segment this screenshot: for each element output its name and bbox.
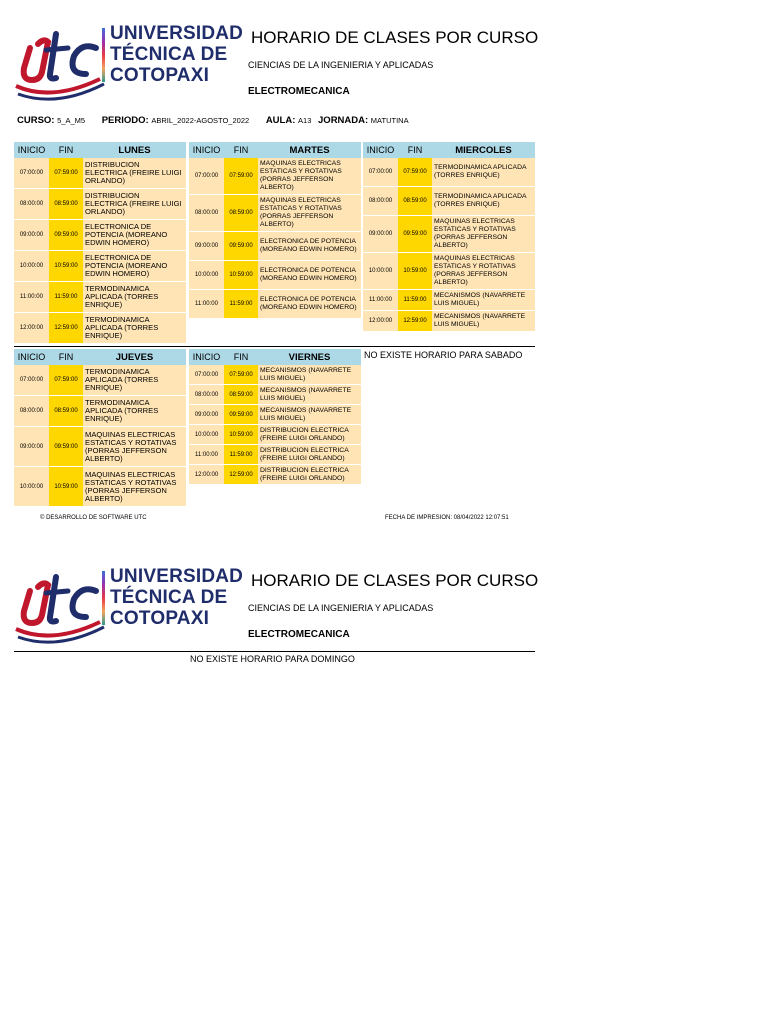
- cell-inicio: 11:00:00: [14, 282, 49, 312]
- table-header-jueves: [14, 349, 186, 365]
- schedule-row: [363, 187, 535, 216]
- jornada-label: JORNADA:: [318, 115, 369, 126]
- cell-subject: TERMODINAMICA APLICADA (TORRES ENRIQUE): [432, 158, 535, 186]
- cell-inicio: 07:00:00: [14, 365, 49, 395]
- cell-fin: 07:59:00: [224, 365, 258, 384]
- logo-line-1: UNIVERSIDAD: [110, 23, 244, 44]
- cell-fin: 08:59:00: [224, 195, 258, 231]
- cell-subject: MAQUINAS ELECTRICAS ESTATICAS Y ROTATIVAS (PORRAS JEFFERSON ALBERTO): [258, 195, 361, 231]
- cell-fin: 09:59:00: [224, 405, 258, 424]
- header-fin: FIN: [233, 352, 249, 362]
- utc-monogram-icon: [12, 567, 112, 649]
- header-fin: FIN: [58, 352, 74, 362]
- logo-line-3: COTOPAXI: [110, 65, 210, 86]
- cell-fin: 11:59:00: [398, 290, 432, 310]
- cell-subject: TERMODINAMICA APLICADA (TORRES ENRIQUE): [83, 365, 186, 395]
- jornada-value: MATUTINA: [370, 116, 409, 125]
- cell-fin: 08:59:00: [224, 385, 258, 404]
- faculty-name: CIENCIAS DE LA INGENIERIA Y APLICADAS: [248, 60, 434, 70]
- course-info: [17, 115, 423, 126]
- schedule-row: [14, 189, 186, 220]
- day-table-martes: [189, 142, 361, 319]
- day-table-miercoles: [363, 142, 535, 332]
- cell-subject: MECANISMOS (NAVARRETE LUIS MIGUEL): [258, 385, 361, 404]
- curso-label: CURSO:: [17, 115, 55, 126]
- footer-copyright: © DESARROLLO DE SOFTWARE UTC: [40, 515, 147, 521]
- cell-subject: DISTRIBUCION ELECTRICA (FREIRE LUIGI ORLANDO): [258, 425, 361, 444]
- cell-fin: 08:59:00: [49, 189, 83, 219]
- cell-subject: MAQUINAS ELECTRICAS ESTATICAS Y ROTATIVAS (PORRAS JEFFERSON ALBERTO): [258, 158, 361, 194]
- cell-fin: 12:59:00: [398, 311, 432, 331]
- cell-fin: 07:59:00: [49, 158, 83, 188]
- cell-subject: MECANISMOS (NAVARRETE LUIS MIGUEL): [432, 290, 535, 310]
- schedule-row: [189, 445, 361, 465]
- university-logo: [12, 23, 244, 104]
- cell-subject: MECANISMOS (NAVARRETE LUIS MIGUEL): [258, 365, 361, 384]
- cell-subject: TERMODINAMICA APLICADA (TORRES ENRIQUE): [83, 282, 186, 312]
- header-inicio: INICIO: [192, 145, 221, 155]
- day-table-jueves: [14, 349, 186, 507]
- cell-subject: TERMODINAMICA APLICADA (TORRES ENRIQUE): [83, 313, 186, 343]
- header-inicio: INICIO: [366, 145, 395, 155]
- no-schedule-saturday: NO EXISTE HORARIO PARA SABADO: [364, 350, 523, 360]
- cell-subject: MECANISMOS (NAVARRETE LUIS MIGUEL): [258, 405, 361, 424]
- schedule-row: [189, 385, 361, 405]
- cell-inicio: 12:00:00: [14, 313, 49, 343]
- cell-inicio: 08:00:00: [189, 385, 224, 404]
- cell-fin: 10:59:00: [224, 261, 258, 289]
- periodo-label: PERIODO:: [101, 115, 149, 126]
- career-name: ELECTROMECANICA: [248, 86, 350, 97]
- cell-inicio: 10:00:00: [363, 253, 398, 289]
- page2-title: HORARIO DE CLASES POR CURSO: [251, 571, 539, 590]
- header-day-name: LUNES: [118, 144, 151, 156]
- header-fin: FIN: [407, 145, 423, 155]
- schedule-row: [14, 396, 186, 427]
- schedule-row: [363, 290, 535, 311]
- header-day-name: VIERNES: [288, 351, 331, 363]
- schedule-row: [189, 465, 361, 485]
- page2-career: ELECTROMECANICA: [248, 629, 350, 640]
- logo-line-2: TÉCNICA DE: [110, 587, 228, 608]
- schedule-row: [14, 282, 186, 313]
- page2-faculty: CIENCIAS DE LA INGENIERIA Y APLICADAS: [248, 603, 434, 613]
- cell-subject: ELECTRONICA DE POTENCIA (MOREANO EDWIN HOMERO): [258, 261, 361, 289]
- cell-subject: ELECTRONICA DE POTENCIA (MOREANO EDWIN HOMERO): [83, 251, 186, 281]
- schedule-row: [14, 313, 186, 344]
- cell-subject: DISTRIBUCION ELECTRICA (FREIRE LUIGI ORLANDO): [83, 189, 186, 219]
- cell-fin: 09:59:00: [49, 427, 83, 466]
- cell-subject: MAQUINAS ELECTRICAS ESTATICAS Y ROTATIVAS (PORRAS JEFFERSON ALBERTO): [83, 467, 186, 506]
- cell-inicio: 09:00:00: [14, 220, 49, 250]
- schedule-row: [14, 251, 186, 282]
- cell-subject: TERMODINAMICA APLICADA (TORRES ENRIQUE): [432, 187, 535, 215]
- table-header-miercoles: [363, 142, 535, 158]
- aula-label: AULA:: [265, 115, 296, 126]
- table-header-viernes: [189, 349, 361, 365]
- cell-inicio: 08:00:00: [14, 189, 49, 219]
- cell-subject: DISTRIBUCION ELECTRICA (FREIRE LUIGI ORLANDO): [258, 445, 361, 464]
- cell-inicio: 12:00:00: [363, 311, 398, 331]
- page2-divider: [14, 651, 535, 652]
- header-inicio: INICIO: [17, 145, 46, 155]
- cell-inicio: 07:00:00: [363, 158, 398, 186]
- cell-inicio: 10:00:00: [189, 425, 224, 444]
- schedule-row: [14, 427, 186, 467]
- day-table-lunes: [14, 142, 186, 344]
- cell-inicio: 12:00:00: [189, 465, 224, 484]
- table-header-lunes: [14, 142, 186, 158]
- footer-print-date: FECHA DE IMPRESION: 08/04/2022 12:07:51: [385, 515, 509, 521]
- schedule-row: [14, 158, 186, 189]
- schedule-row: [363, 253, 535, 290]
- header-inicio: INICIO: [192, 352, 221, 362]
- day-table-viernes: [189, 349, 361, 485]
- cell-subject: DISTRIBUCION ELECTRICA (FREIRE LUIGI ORLANDO): [258, 465, 361, 484]
- cell-inicio: 07:00:00: [189, 158, 224, 194]
- schedule-row: [189, 195, 361, 232]
- section-divider: [14, 346, 535, 347]
- cell-subject: ELECTRONICA DE POTENCIA (MOREANO EDWIN HOMERO): [258, 232, 361, 260]
- cell-inicio: 08:00:00: [189, 195, 224, 231]
- schedule-row: [189, 232, 361, 261]
- header-fin: FIN: [233, 145, 249, 155]
- header-day-name: MIERCOLES: [455, 144, 512, 156]
- cell-subject: MAQUINAS ELECTRICAS ESTATICAS Y ROTATIVAS (PORRAS JEFFERSON ALBERTO): [83, 427, 186, 466]
- cell-subject: DISTRIBUCION ELECTRICA (FREIRE LUIGI ORLANDO): [83, 158, 186, 188]
- logo-divider: [102, 571, 105, 625]
- header-inicio: INICIO: [17, 352, 46, 362]
- cell-fin: 12:59:00: [224, 465, 258, 484]
- logo-line-1: UNIVERSIDAD: [110, 566, 244, 587]
- cell-inicio: 09:00:00: [14, 427, 49, 466]
- utc-monogram-icon: [12, 24, 112, 106]
- aula-value: A13: [298, 116, 312, 125]
- table-header-martes: [189, 142, 361, 158]
- cell-inicio: 07:00:00: [189, 365, 224, 384]
- header-fin: FIN: [58, 145, 74, 155]
- cell-fin: 07:59:00: [224, 158, 258, 194]
- cell-inicio: 08:00:00: [363, 187, 398, 215]
- cell-subject: MAQUINAS ELECTRICAS ESTATICAS Y ROTATIVAS (PORRAS JEFFERSON ALBERTO): [432, 253, 535, 289]
- schedule-row: [363, 158, 535, 187]
- schedule-row: [363, 216, 535, 253]
- cell-fin: 09:59:00: [398, 216, 432, 252]
- cell-subject: ELECTRONICA DE POTENCIA (MOREANO EDWIN HOMERO): [83, 220, 186, 250]
- cell-fin: 09:59:00: [49, 220, 83, 250]
- cell-inicio: 08:00:00: [14, 396, 49, 426]
- schedule-row: [14, 467, 186, 507]
- cell-inicio: 11:00:00: [189, 290, 224, 318]
- schedule-row: [189, 405, 361, 425]
- cell-inicio: 11:00:00: [363, 290, 398, 310]
- cell-subject: ELECTRONICA DE POTENCIA (MOREANO EDWIN HOMERO): [258, 290, 361, 318]
- cell-fin: 07:59:00: [49, 365, 83, 395]
- schedule-row: [363, 311, 535, 332]
- cell-inicio: 09:00:00: [189, 405, 224, 424]
- cell-subject: MECANISMOS (NAVARRETE LUIS MIGUEL): [432, 311, 535, 331]
- cell-fin: 07:59:00: [398, 158, 432, 186]
- schedule-row: [189, 290, 361, 319]
- cell-fin: 10:59:00: [224, 425, 258, 444]
- university-logo-page2: [12, 566, 244, 647]
- cell-inicio: 10:00:00: [14, 467, 49, 506]
- cell-fin: 11:59:00: [224, 445, 258, 464]
- cell-fin: 11:59:00: [224, 290, 258, 318]
- schedule-row: [14, 220, 186, 251]
- cell-fin: 11:59:00: [49, 282, 83, 312]
- cell-inicio: 10:00:00: [14, 251, 49, 281]
- curso-value: 5_A_M5: [57, 116, 86, 125]
- cell-fin: 10:59:00: [398, 253, 432, 289]
- cell-inicio: 09:00:00: [189, 232, 224, 260]
- cell-inicio: 07:00:00: [14, 158, 49, 188]
- schedule-row: [189, 158, 361, 195]
- cell-inicio: 11:00:00: [189, 445, 224, 464]
- no-schedule-sunday: NO EXISTE HORARIO PARA DOMINGO: [190, 654, 355, 664]
- logo-divider: [102, 28, 105, 82]
- page-title: HORARIO DE CLASES POR CURSO: [251, 28, 539, 47]
- cell-subject: TERMODINAMICA APLICADA (TORRES ENRIQUE): [83, 396, 186, 426]
- cell-fin: 08:59:00: [398, 187, 432, 215]
- cell-fin: 09:59:00: [224, 232, 258, 260]
- header-day-name: MARTES: [289, 144, 330, 156]
- cell-fin: 12:59:00: [49, 313, 83, 343]
- periodo-value: ABRIL_2022-AGOSTO_2022: [151, 116, 250, 125]
- cell-fin: 10:59:00: [49, 251, 83, 281]
- cell-inicio: 09:00:00: [363, 216, 398, 252]
- schedule-row: [189, 365, 361, 385]
- header-day-name: JUEVES: [115, 351, 154, 363]
- cell-fin: 08:59:00: [49, 396, 83, 426]
- schedule-row: [189, 261, 361, 290]
- schedule-row: [189, 425, 361, 445]
- logo-line-3: COTOPAXI: [110, 608, 210, 629]
- cell-subject: MAQUINAS ELECTRICAS ESTATICAS Y ROTATIVAS (PORRAS JEFFERSON ALBERTO): [432, 216, 535, 252]
- cell-fin: 10:59:00: [49, 467, 83, 506]
- schedule-row: [14, 365, 186, 396]
- logo-line-2: TÉCNICA DE: [110, 44, 228, 65]
- cell-inicio: 10:00:00: [189, 261, 224, 289]
